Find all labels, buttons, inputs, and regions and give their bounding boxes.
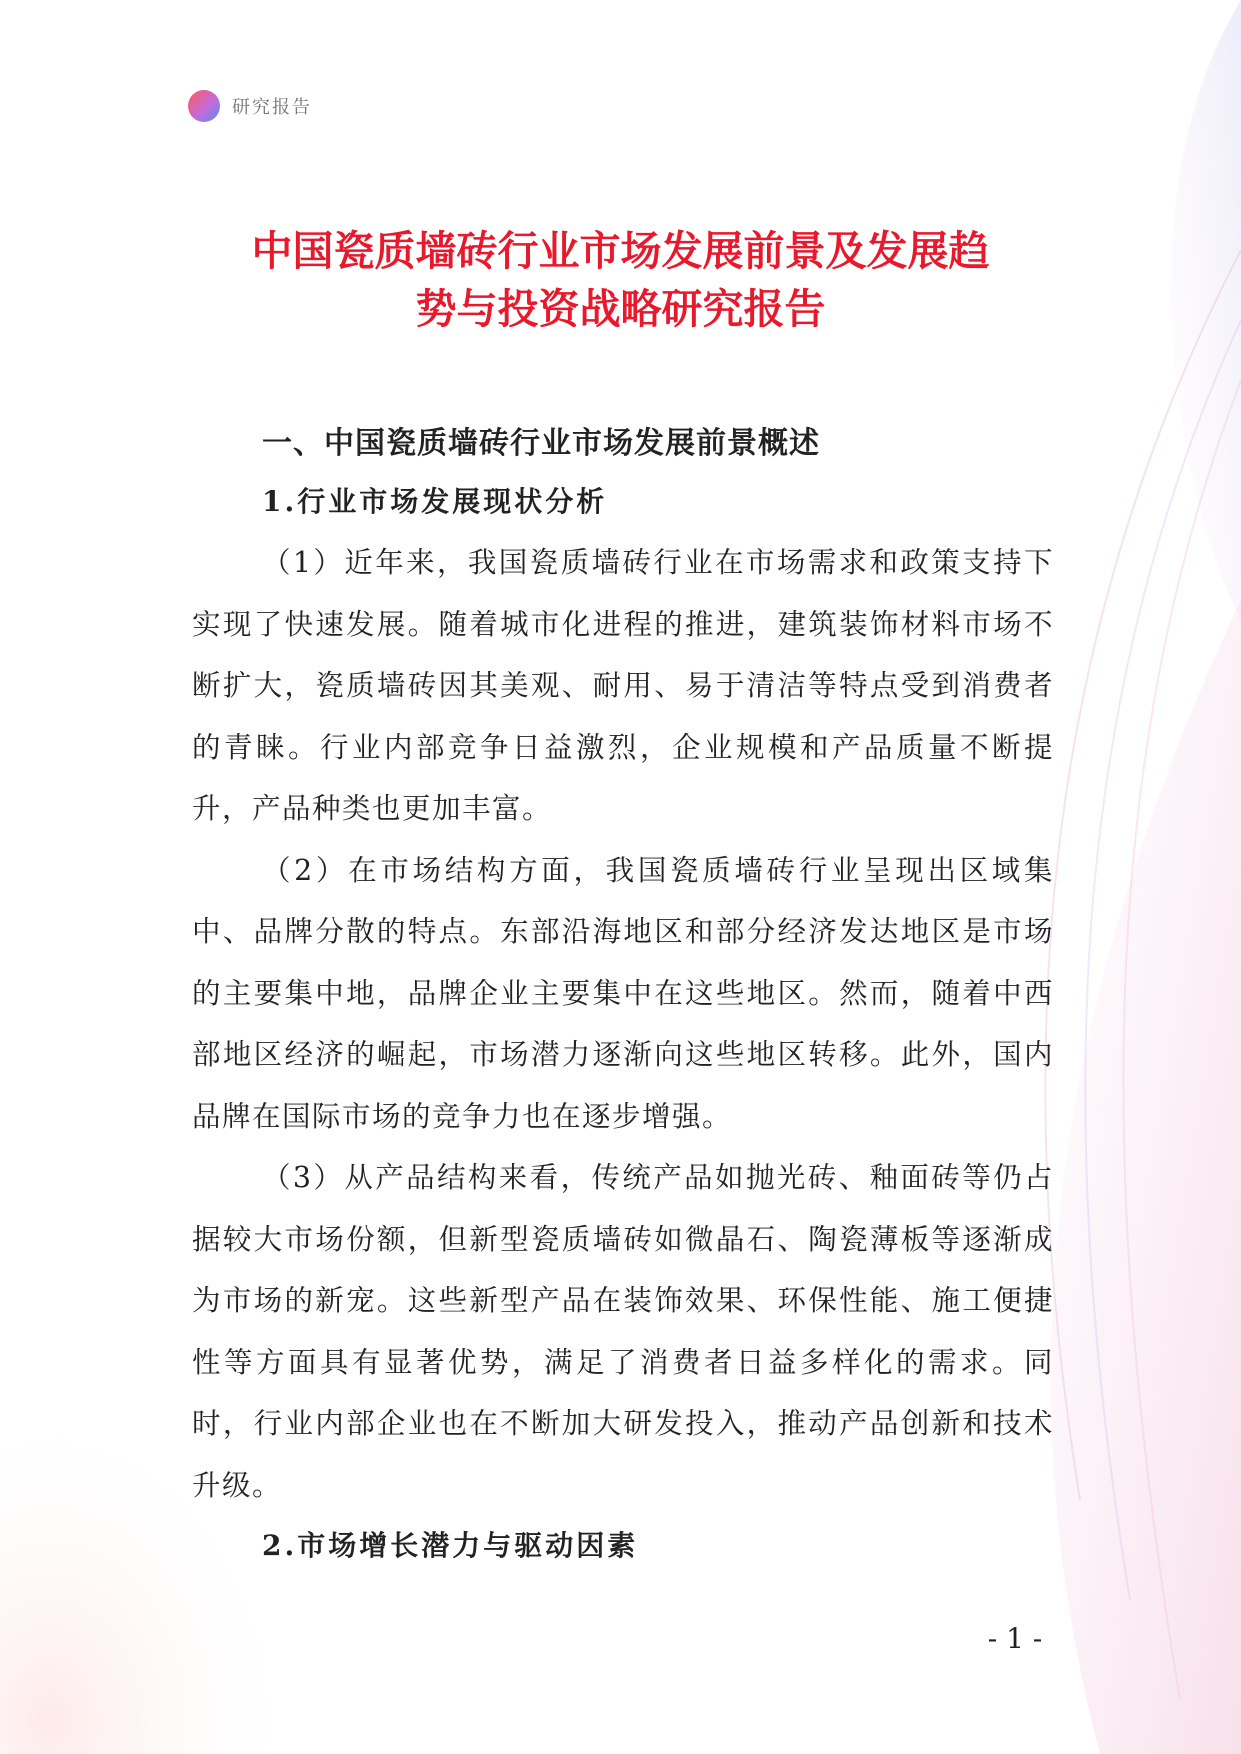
report-header	[188, 90, 312, 122]
subsection-heading-2: 2.市场增长潜力与驱动因素	[262, 1529, 639, 1562]
title-line-1: 中国瓷质墙砖行业市场发展前景及发展趋	[251, 227, 990, 275]
title-line-2: 势与投资战略研究报告	[415, 285, 826, 333]
page-number: - 1 -	[987, 1622, 1043, 1655]
paragraph-2: （2）在市场结构方面，我国瓷质墙砖行业呈现出区域集中、品牌分散的特点。东部沿海地区和部分经济发达地区是市场的主要集中地，品牌企业主要集中在这些地区。然而，随着中西部地区经济的崛起，市场潜力逐渐向这些地区转移。此外，国内品牌在国际市场的竞争力也在逐步增强。	[192, 853, 1054, 1133]
subsection-heading-1: 1.行业市场发展现状分析	[262, 485, 608, 518]
document-title	[170, 222, 1071, 338]
logo-icon	[188, 90, 220, 122]
section-heading: 一、中国瓷质墙砖行业市场发展前景概述	[262, 426, 820, 461]
paragraph-1: （1）近年来，我国瓷质墙砖行业在市场需求和政策支持下实现了快速发展。随着城市化进程的推进，建筑装饰材料市场不断扩大，瓷质墙砖因其美观、耐用、易于清洁等特点受到消费者的青睐。行业内部竞争日益激烈，企业规模和产品质量不断提升，产品种类也更加丰富。	[192, 546, 1054, 825]
paragraph-3: （3）从产品结构来看，传统产品如抛光砖、釉面砖等仍占据较大市场份额，但新型瓷质墙砖如微晶石、陶瓷薄板等逐渐成为市场的新宠。这些新型产品在装饰效果、环保性能、施工便捷性等方面具有显著优势，满足了消费者日益多样化的需求。同时，行业内部企业也在不断加大研发投入，推动产品创新和技术升级。	[192, 1161, 1054, 1502]
header-label: 研究报告	[232, 97, 312, 118]
document-body	[192, 416, 1054, 1576]
